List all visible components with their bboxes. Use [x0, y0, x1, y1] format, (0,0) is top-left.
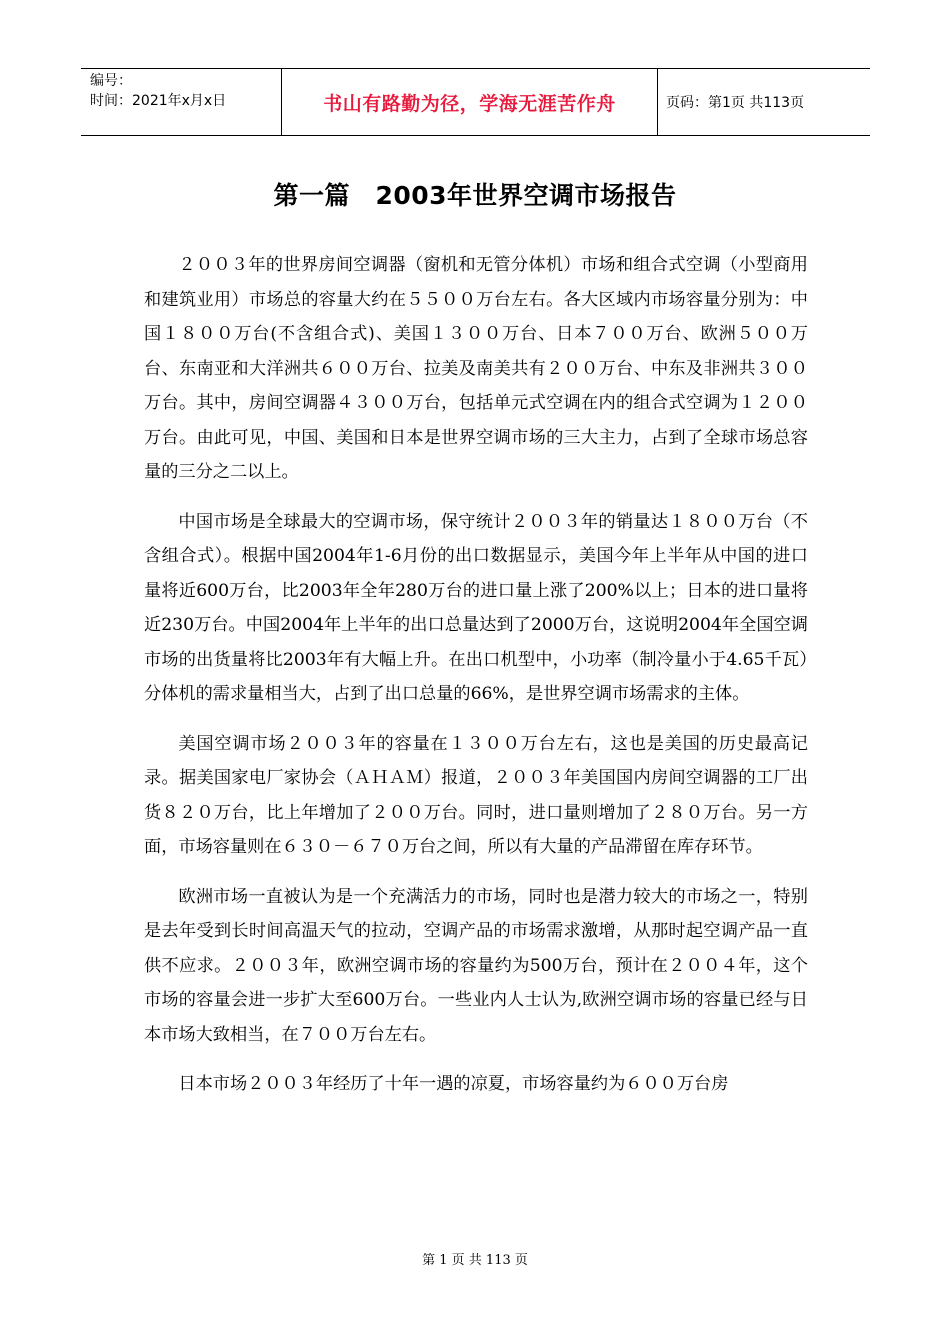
document-body [144, 248, 808, 1117]
header-motto: 书山有路勤为径，学海无涯苦作舟 [282, 69, 658, 135]
page-footer: 第 1 页 共 113 页 [422, 1253, 528, 1268]
paragraph-world-market: ２００３年的世界房间空调器（窗机和无管分体机）市场和组合式空调（小型商用和建筑业用）市场总的容量大约在５５００万台左右。各大区域内市场容量分别为：中国１８００万台(不含组合式)、美国１３００万台、日本７００万台、欧洲５００万台、东南亚和大洋洲共６００万台、拉美及南美共有２００万台、中东及非洲共３００万台。其中，房间空调器４３００万台，包括单元式空调在内的组合式空调为１２００万台。由此可见，中国、美国和日本是世界空调市场的三大主力，占到了全球市场总容量的三分之二以上。 [144, 255, 808, 482]
document-title: 第一篇 2003年世界空调市场报告 [273, 181, 677, 210]
paragraph-china-market: 中国市场是全球最大的空调市场，保守统计２００３年的销量达１８００万台（不含组合式）。根据中国2004年1-6月份的出口数据显示，美国今年上半年从中国的进口量将近600万台，比2003年全年280万台的进口量上涨了200%以上；日本的进口量将近230万台。中国2004年上半年的出口总量达到了2000万台，这说明2004年全国空调市场的出货量将比2003年有大幅上升。在出口机型中，小功率（制冷量小于4.65千瓦）分体机的需求量相当大，占到了出口总量的66%，是世界空调市场需求的主体。 [144, 511, 808, 704]
page-header [81, 68, 870, 136]
paragraph-europe-market: 欧洲市场一直被认为是一个充满活力的市场，同时也是潜力较大的市场之一，特别是去年受到长时间高温天气的拉动，空调产品的市场需求激增，从那时起空调产品一直供不应求。２００３年，欧洲空调市场的容量约为500万台，预计在２００４年，这个市场的容量会进一步扩大至600万台。一些业内人士认为,欧洲空调市场的容量已经与日本市场大致相当，在７００万台左右。 [144, 886, 808, 1045]
header-page-info: 页码：第1页 共113页 [666, 95, 805, 111]
date-label: 时间：2021年x月x日 [90, 93, 227, 109]
serial-number-label: 编号： [90, 73, 132, 89]
paragraph-us-market: 美国空调市场２００３年的容量在１３００万台左右，这也是美国的历史最高记录。据美国家电厂家协会（ＡＨＡＭ）报道，２００３年美国国内房间空调器的工厂出货８２０万台，比上年增加了２００万台。同时，进口量则增加了２８０万台。另一方面，市场容量则在６３０－６７０万台之间，所以有大量的产品滞留在库存环节。 [144, 733, 808, 857]
paragraph-japan-market: 日本市场２００３年经历了十年一遇的凉夏，市场容量约为６００万台房 [178, 1074, 729, 1094]
header-meta [81, 69, 282, 135]
